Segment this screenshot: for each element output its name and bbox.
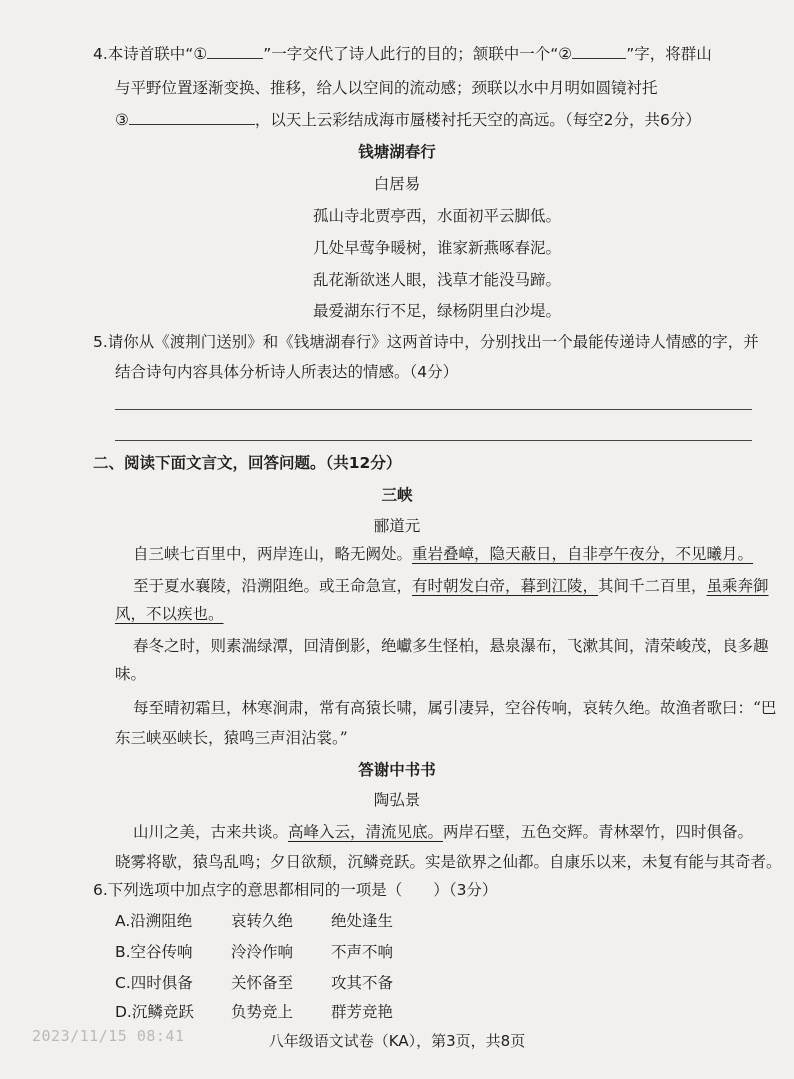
text-segment: 两岸石壁，五色交辉。青林翠竹，四时俱备。	[443, 823, 754, 841]
option-d-word-2: 群芳竞艳	[331, 1003, 394, 1021]
section-heading: 二、阅读下面文言文，回答问题。（共12分）	[93, 454, 402, 472]
answer-line-1[interactable]	[115, 409, 752, 410]
q6-text-part: 6.下列选项中加点字的意思都相同的一项是	[93, 881, 387, 899]
answer-blank-1[interactable]	[207, 44, 263, 59]
timestamp-watermark: 2023/11/15 08:41	[32, 1027, 185, 1045]
q6-stem	[93, 880, 497, 900]
poem-line-2: 几处早莺争暖树，谁家新燕啄春泥。	[313, 239, 562, 257]
q4-text-part: 4.本诗首联中“①	[93, 45, 208, 63]
text2-title: 答谢中书书	[358, 761, 436, 779]
q5-line-2: 结合诗句内容具体分析诗人所表达的情感。（4分）	[115, 363, 459, 381]
poem-title: 钱塘湖春行	[358, 143, 436, 161]
text2-para-line2: 晓雾将歇，猿鸟乱鸣；夕日欲颓，沉鳞竞跃。实是欲界之仙都。自康乐以来，未复有能与其奇者。	[115, 853, 782, 871]
text1-title: 三峡	[381, 486, 413, 504]
text-segment: 至于夏水襄陵，沿溯阻绝。或王命急宣，	[133, 577, 413, 595]
text-segment: 山川之美，古来共谈。	[133, 823, 289, 841]
option-b-word-2: 不声不响	[331, 943, 394, 961]
answer-paren[interactable]: （ ）	[386, 881, 449, 899]
underlined-sentence: 高峰入云，清流见底。	[288, 823, 444, 841]
underlined-sentence: 风，不以疾也。	[115, 605, 224, 623]
text-segment: 自三峡七百里中，两岸连山，略无阙处。	[133, 545, 413, 563]
poem-line-1: 孤山寺北贾亭西，水面初平云脚低。	[313, 207, 562, 225]
text2-author: 陶弘景	[373, 791, 421, 809]
text1-para1	[133, 544, 753, 564]
option-a-word-1: 哀转久绝	[231, 912, 294, 930]
underlined-sentence: 重岩叠嶂，隐天蔽日，自非亭午夜分，不见曦月。	[412, 545, 754, 563]
q4-text-part: ③	[115, 111, 129, 129]
option-d-label[interactable]: D.沉鳞竞跃	[115, 1003, 194, 1021]
poem-line-4: 最爱湖东行不足，绿杨阴里白沙堤。	[313, 302, 562, 320]
answer-blank-3[interactable]	[129, 110, 255, 125]
text1-para4-line2: 东三峡巫峡长，猿鸣三声泪沾裳。”	[115, 729, 348, 747]
poem-author: 白居易	[373, 175, 421, 193]
q4-text-part: ”字，将群山	[626, 45, 712, 63]
option-a-label[interactable]: A.沿溯阻绝	[115, 912, 193, 930]
answer-line-2[interactable]	[115, 440, 752, 441]
text2-para-line1	[133, 822, 753, 842]
q4-line-1	[93, 44, 712, 64]
q4-line-3	[115, 110, 701, 130]
underlined-sentence: 有时朝发白帝，暮到江陵，	[412, 577, 599, 595]
option-b-label[interactable]: B.空谷传响	[115, 943, 193, 961]
q5-line-1: 5.请你从《渡荆门送别》和《钱塘湖春行》这两首诗中，分别找出一个最能传递诗人情感的字，并	[93, 333, 759, 351]
page-footer: 八年级语文试卷（KA），第3页，共8页	[268, 1032, 526, 1050]
text1-para3-line2: 味。	[115, 665, 147, 683]
poem-line-3: 乱花渐欲迷人眼，浅草才能没马蹄。	[313, 271, 562, 289]
text-segment: 其间千二百里，	[598, 577, 707, 595]
text1-para3-line1: 春冬之时，则素湍绿潭，回清倒影，绝巘多生怪柏，悬泉瀑布，飞漱其间，清荣峻茂，良多趣	[133, 637, 769, 655]
option-c-label[interactable]: C.四时俱备	[115, 974, 193, 992]
q6-text-part: （3分）	[448, 881, 498, 899]
text1-author: 郦道元	[373, 517, 421, 535]
answer-blank-2[interactable]	[572, 44, 626, 59]
text1-para4-line1: 每至晴初霜旦，林寒涧肃，常有高猿长啸，属引凄异，空谷传响，哀转久绝。故渔者歌曰：“巴	[133, 699, 777, 717]
q4-line-2: 与平野位置逐渐变换、推移，给人以空间的流动感；颈联以水中月明如圆镜衬托	[115, 79, 658, 97]
option-a-word-2: 绝处逢生	[331, 912, 394, 930]
text1-para2-line1	[133, 576, 769, 596]
q4-text-part: ，以天上云彩结成海市蜃楼衬托天空的高远。（每空2分，共6分）	[254, 111, 701, 129]
text1-para2-line2	[115, 604, 224, 624]
option-b-word-1: 泠泠作响	[231, 943, 294, 961]
q4-text-part: ”一字交代了诗人此行的目的；颔联中一个“②	[263, 45, 573, 63]
underlined-sentence: 虽乘奔御	[706, 577, 769, 595]
option-c-word-2: 攻其不备	[331, 974, 394, 992]
option-c-word-1: 关怀备至	[231, 974, 294, 992]
option-d-word-1: 负势竞上	[231, 1003, 294, 1021]
